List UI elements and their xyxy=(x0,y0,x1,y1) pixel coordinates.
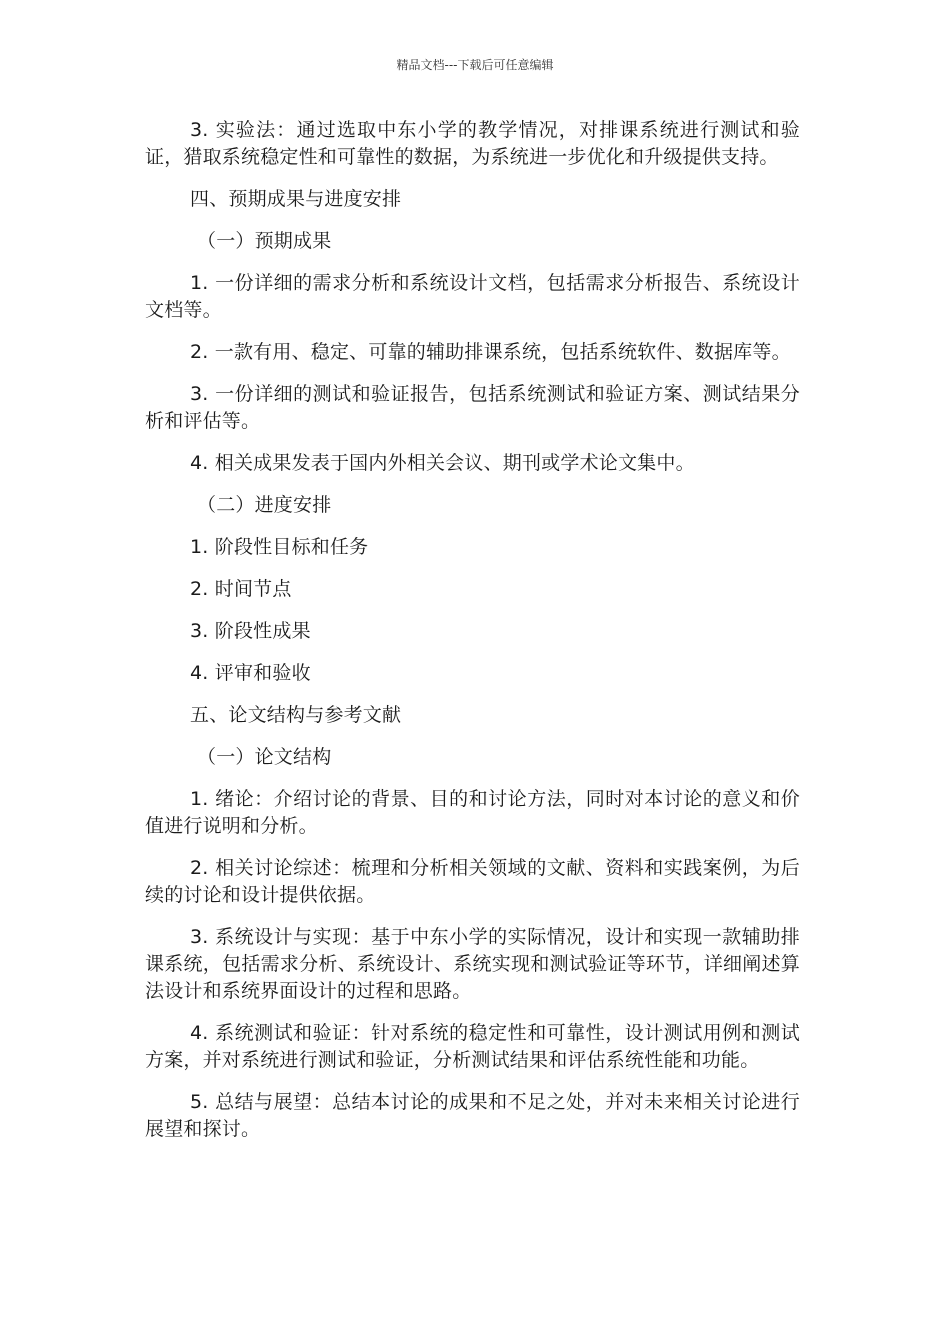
list-item-schedule-4: 4. 评审和验收 xyxy=(190,662,311,684)
section-heading-thesis-structure: 五、论文结构与参考文献 xyxy=(190,704,402,726)
list-item-structure-3: 3. 系统设计与实现：基于中东小学的实际情况，设计和实现一款辅助排课系统，包括需求分析、系统设计、系统实现和测试验证等环节，详细阐述算法设计和系统界面设计的过程和思路。 xyxy=(145,926,800,1002)
list-item-schedule-2: 2. 时间节点 xyxy=(190,578,292,600)
document-body xyxy=(145,117,800,1158)
section-heading-expected-results: 四、预期成果与进度安排 xyxy=(190,188,402,210)
subsection-heading-thesis-structure: （一）论文结构 xyxy=(197,746,332,768)
list-item-structure-4: 4. 系统测试和验证：针对系统的稳定性和可靠性，设计测试用例和测试方案，并对系统进行测试和验证，分析测试结果和评估系统性能和功能。 xyxy=(145,1022,800,1071)
list-item-result-4: 4. 相关成果发表于国内外相关会议、期刊或学术论文集中。 xyxy=(190,452,695,474)
paragraph-experiment-method: 3. 实验法：通过选取中东小学的教学情况，对排课系统进行测试和验证，猎取系统稳定性和可靠性的数据，为系统进一步优化和升级提供支持。 xyxy=(145,119,800,168)
list-item-result-2: 2. 一款有用、稳定、可靠的辅助排课系统，包括系统软件、数据库等。 xyxy=(190,341,791,363)
subsection-heading-schedule: （二）进度安排 xyxy=(197,494,332,516)
page-header: 精品文档---下载后可任意编辑 xyxy=(396,58,554,72)
list-item-result-3: 3. 一份详细的测试和验证报告，包括系统测试和验证方案、测试结果分析和评估等。 xyxy=(145,383,800,432)
list-item-schedule-1: 1. 阶段性目标和任务 xyxy=(190,536,369,558)
list-item-result-1: 1. 一份详细的需求分析和系统设计文档，包括需求分析报告、系统设计文档等。 xyxy=(145,272,800,321)
list-item-structure-1: 1. 绪论：介绍讨论的背景、目的和讨论方法，同时对本讨论的意义和价值进行说明和分析。 xyxy=(145,788,800,837)
list-item-schedule-3: 3. 阶段性成果 xyxy=(190,620,311,642)
list-item-structure-5: 5. 总结与展望：总结本讨论的成果和不足之处，并对未来相关讨论进行展望和探讨。 xyxy=(145,1091,800,1140)
list-item-structure-2: 2. 相关讨论综述：梳理和分析相关领域的文献、资料和实践案例，为后续的讨论和设计提供依据。 xyxy=(145,857,800,906)
subsection-heading-expected-results: （一）预期成果 xyxy=(197,230,332,252)
